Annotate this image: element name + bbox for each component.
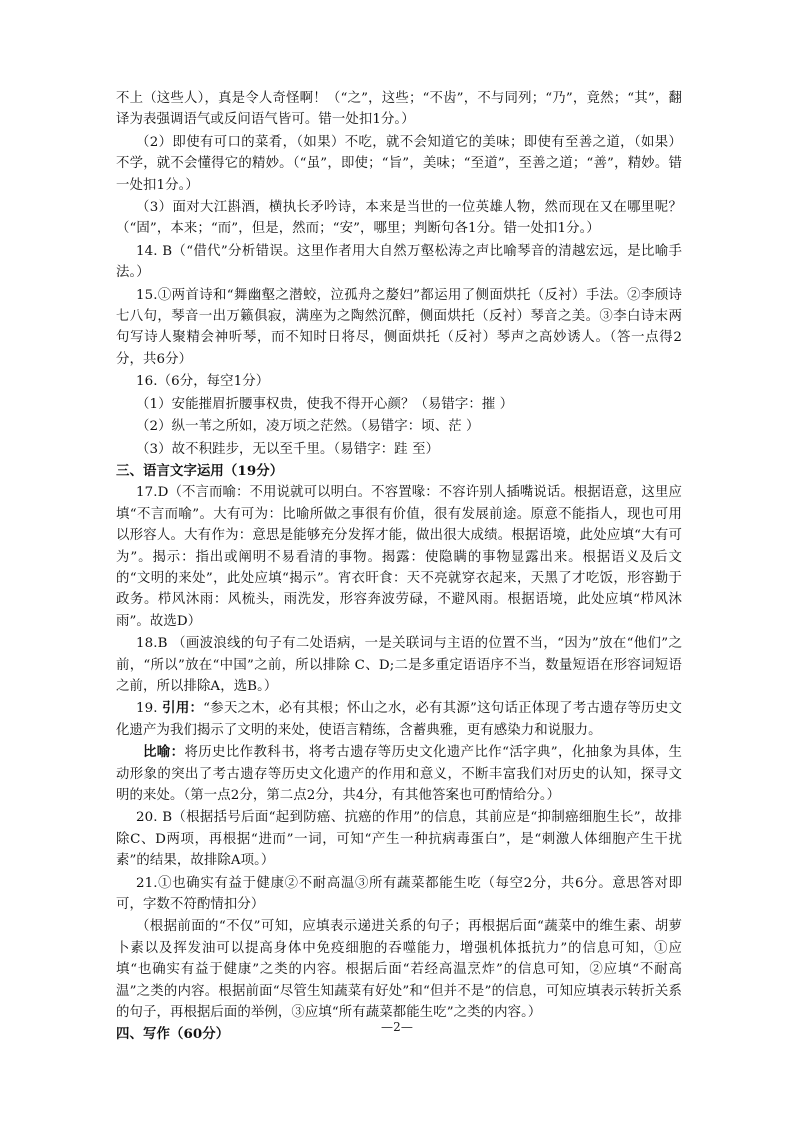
section-heading-language-use: 三、语言文字运用（19分） [116,462,284,479]
quote-text: “参天之木，必有其根；怀山之水，必有其源”这句话正体现了考古遗存等历史文化遗产为我们揭示了文明的来处，使语言精练，含蓄典雅，更有感染力和说服力。 [116,701,682,738]
answer-key-content [116,88,682,1046]
paragraph-q16: 16.（6分，每空1分） [136,374,270,390]
paragraph-q15: 15.①两首诗和“舞幽壑之潜蛟，泣孤舟之嫠妇”都运用了侧面烘托（反衬）手法。②李颀诗七八句，琴音一出万籁俱寂，满座为之陶然沉醉，侧面烘托（反衬）琴音之美。③李白诗末两句写诗人聚精会神听琴，而不知时日将尽，侧面烘托（反衬）琴声之高妙诱人。（答一点得2分，共6分） [116,287,682,367]
paragraph-q20: 20. B（根据括号后面“起到防癌、抗癌的作用”的信息，其前应是“抑制癌细胞生长”，故排除C、D两项，再根据“进而”一词，可知“产生一种抗病毒蛋白”，是“刺激人体细胞产生干扰素”的结果，故排除A项。） [116,810,682,869]
paragraph-q19-quote [116,698,682,741]
paragraph-q18: 18.B （画波浪线的句子有二处语病，一是关联词与主语的位置不当，“因为”放在“他们”之前，“所以”放在“中国”之前，所以排除 C、D;二是多重定语语序不当，数量短语在形容词短语之前，所以排除A，选B。） [116,636,682,694]
paragraph-q16-1: （1）安能摧眉折腰事权贵，使我不得开心颜？（易错字：摧 ） [136,396,514,412]
paragraph-q13-1-cont: 不上（这些人），真是令人奇怪啊！（“之”，这些；“不齿”，不与同列；“乃”，竟然；“其”，翻译为表强调语气或反问语气皆可。错一处扣1分。） [116,91,682,128]
paragraph-q19-metaphor [116,742,682,806]
label-quote: 引用： [162,700,204,717]
paragraph-q21-explanation: （根据前面的“不仅”可知，应填表示递进关系的句子；再根据后面“蔬菜中的维生素、胡萝卜素以及挥发油可以提高身体中免疫细胞的吞噬能力，增强机体抵抗力”的信息可知，①应填“也确实有益于健康”之类的内容。根据后面“若经高温烹炸”的信息可知，②应填“不耐高温”之类的内容。根据前面“尽管生知蔬菜有好处”和“但并不是”的信息，可知应填表示转折关系的句子，再根据后面的举例，③应填“所有蔬菜都能生吃”之类的内容。） [116,919,682,1021]
paragraph-q13-3: （3）面对大江斟酒，横执长矛吟诗，本来是当世的一位英雄人物，然而现在又在哪里呢？（“固”，本来；“而”，但是，然而；“安”，哪里；判断句各1分。错一处扣1分。） [116,200,682,237]
paragraph-q16-3: （3）故不积跬步，无以至千里。（易错字：跬 至） [136,441,440,457]
paragraph-q17: 17.D（不言而喻：不用说就可以明白。不容置喙：不容许别人插嘴说话。根据语意，这里应填“不言而喻”。大有可为：比喻所做之事很有价值，很有发展前途。原意不能指人，现也可用以形容人。大有作为：意思是能够充分发挥才能，做出很大成绩。根据语境，此处应填“大有可为”。揭示：指出或阐明不易看清的事物。揭露：使隐瞒的事物显露出来。根据语义及后文的“文明的来处”，此处应填“揭示”。宵衣旰食：天不亮就穿衣起来，天黑了才吃饭，形容勤于政务。栉风沐雨：风梳头，雨洗发，形容奔波劳碌，不避风雨。根据语境，此处应填“栉风沐雨”。故选D） [116,485,682,629]
page-number: —2— [381,1020,413,1034]
label-metaphor: 比喻： [143,744,185,761]
paragraph-q21: 21.①也确实有益于健康②不耐高温③所有蔬菜都能生吃（每空2分，共6分。意思答对即可，字数不符酌情扣分） [116,875,682,913]
metaphor-text: 将历史比作教科书，将考古遗存等历史文化遗产比作“活字典”，化抽象为具体，生动形象的突出了考古遗存等历史文化遗产的作用和意义，不断丰富我们对历史的认知，探寻文明的来处。（第一点2分，第二点2分，共4分，有其他答案也可酌情给分。） [116,745,682,803]
paragraph-q14: 14. B（“借代”分析错误。这里作者用大自然万壑松涛之声比喻琴音的清越宏远，是比喻手法。） [116,243,682,281]
paragraph-q13-2: （2）即使有可口的菜肴，（如果）不吃，就不会知道它的美味；即使有至善之道，（如果）不学，就不会懂得它的精妙。（“虽”，即使；“旨”，美味；“至道”，至善之道；“善”，精妙。错一处扣1分。） [116,134,682,193]
section-heading-writing: 四、写作（60分） [116,1026,230,1043]
question-number: 19. [136,701,158,717]
paragraph-q16-2: （2）纵一苇之所如，凌万顷之茫然。（易错字：顷、茫 ） [136,419,480,435]
